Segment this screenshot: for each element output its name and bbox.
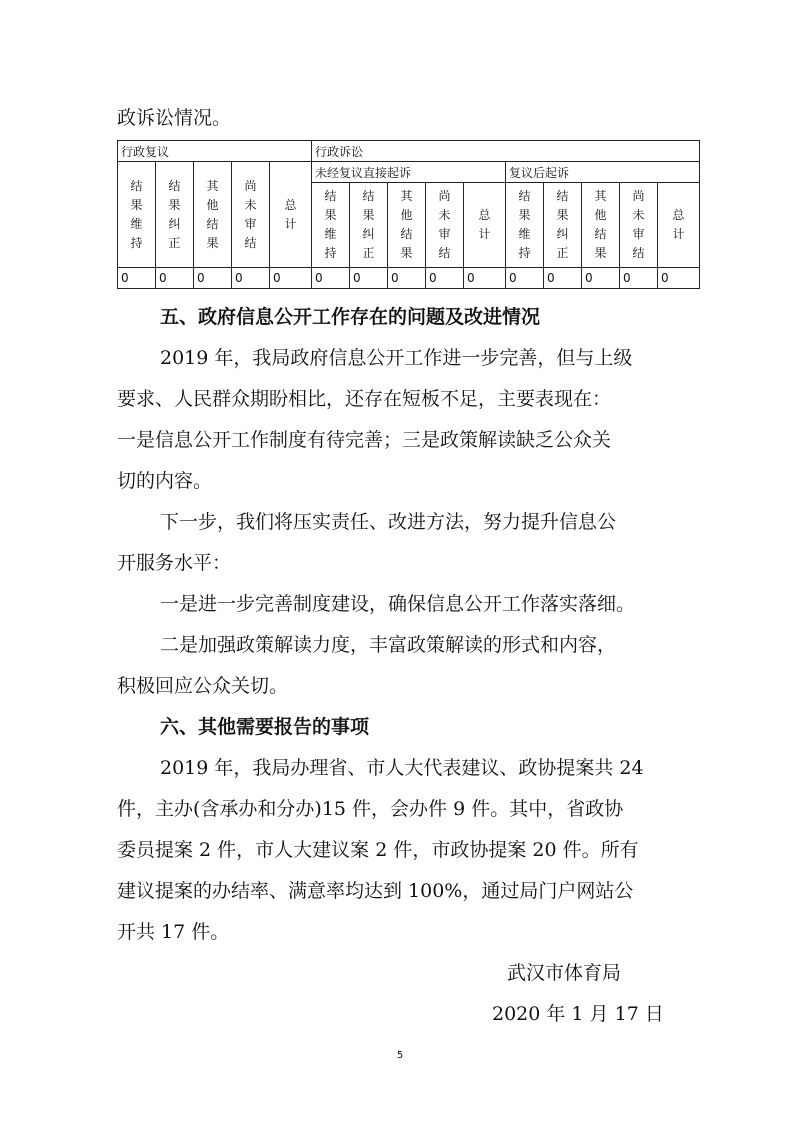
direct-col-upheld: 结果维持	[312, 183, 350, 268]
after-review-header: 复议后起诉	[506, 162, 700, 183]
table-cell: 0	[582, 268, 620, 289]
section5-line-2: 要求、人民群众期盼相比，还存在短板不足，主要表现在：	[117, 388, 612, 410]
table-cell: 0	[388, 268, 426, 289]
table-cell: 0	[658, 268, 700, 289]
section6-heading: 六、其他需要报告的事项	[160, 716, 370, 738]
table-row	[118, 268, 700, 289]
table-cell: 0	[270, 268, 312, 289]
table-cell: 0	[232, 268, 270, 289]
table-cell: 0	[350, 268, 388, 289]
after-col-upheld: 结果维持	[506, 183, 544, 268]
direct-sue-header: 未经复议直接起诉	[312, 162, 506, 183]
table-cell: 0	[426, 268, 464, 289]
signature-date: 2020 年 1 月 17 日	[492, 1003, 664, 1025]
section5-line-7: 一是进一步完善制度建设，确保信息公开工作落实落细。	[160, 593, 636, 615]
intro-line: 政诉讼情况。	[117, 107, 232, 129]
after-col-total: 总计	[658, 183, 700, 268]
table-cell: 0	[312, 268, 350, 289]
section5-line-6: 开服务水平：	[117, 552, 232, 574]
table-cell: 0	[620, 268, 658, 289]
statistics-table	[117, 140, 700, 289]
table-cell: 0	[464, 268, 506, 289]
table-cell: 0	[156, 268, 194, 289]
signature-org: 武汉市体育局	[507, 962, 622, 984]
section5-line-3: 一是信息公开工作制度有待完善；三是政策解读缺乏公众关	[117, 429, 612, 451]
section5-heading: 五、政府信息公开工作存在的问题及改进情况	[160, 306, 541, 328]
review-col-corrected: 结果纠正	[156, 162, 194, 268]
direct-col-total: 总计	[464, 183, 506, 268]
after-col-other: 其他结果	[582, 183, 620, 268]
admin-litigation-header: 行政诉讼	[312, 141, 700, 162]
review-col-pending: 尚未审结	[232, 162, 270, 268]
table-cell: 0	[544, 268, 582, 289]
direct-col-pending: 尚未审结	[426, 183, 464, 268]
page-number: 5	[396, 1050, 404, 1061]
section5-line-5: 下一步，我们将压实责任、改进方法，努力提升信息公	[160, 511, 617, 533]
admin-review-header: 行政复议	[118, 141, 312, 162]
section5-line-1: 2019 年，我局政府信息公开工作进一步完善，但与上级	[160, 347, 633, 369]
section6-line-2: 件，主办(含承办和分办)15 件，会办件 9 件。其中，省政协	[117, 798, 624, 820]
review-col-total: 总计	[270, 162, 312, 268]
review-col-other: 其他结果	[194, 162, 232, 268]
section6-line-4: 建议提案的办结率、满意率均达到 100%，通过局门户网站公	[117, 880, 634, 902]
section6-line-5: 开共 17 件。	[117, 921, 230, 943]
section6-line-3: 委员提案 2 件，市人大建议案 2 件，市政协提案 20 件。所有	[117, 839, 639, 861]
table-cell: 0	[118, 268, 156, 289]
after-col-corrected: 结果纠正	[544, 183, 582, 268]
section5-line-9: 积极回应公众关切。	[117, 675, 289, 697]
section5-line-4: 切的内容。	[117, 470, 213, 492]
section6-line-1: 2019 年，我局办理省、市人大代表建议、政协提案共 24	[160, 757, 644, 779]
table-cell: 0	[506, 268, 544, 289]
direct-col-other: 其他结果	[388, 183, 426, 268]
review-col-upheld: 结果维持	[118, 162, 156, 268]
direct-col-corrected: 结果纠正	[350, 183, 388, 268]
section5-line-8: 二是加强政策解读力度，丰富政策解读的形式和内容，	[160, 634, 617, 656]
after-col-pending: 尚未审结	[620, 183, 658, 268]
table-cell: 0	[194, 268, 232, 289]
